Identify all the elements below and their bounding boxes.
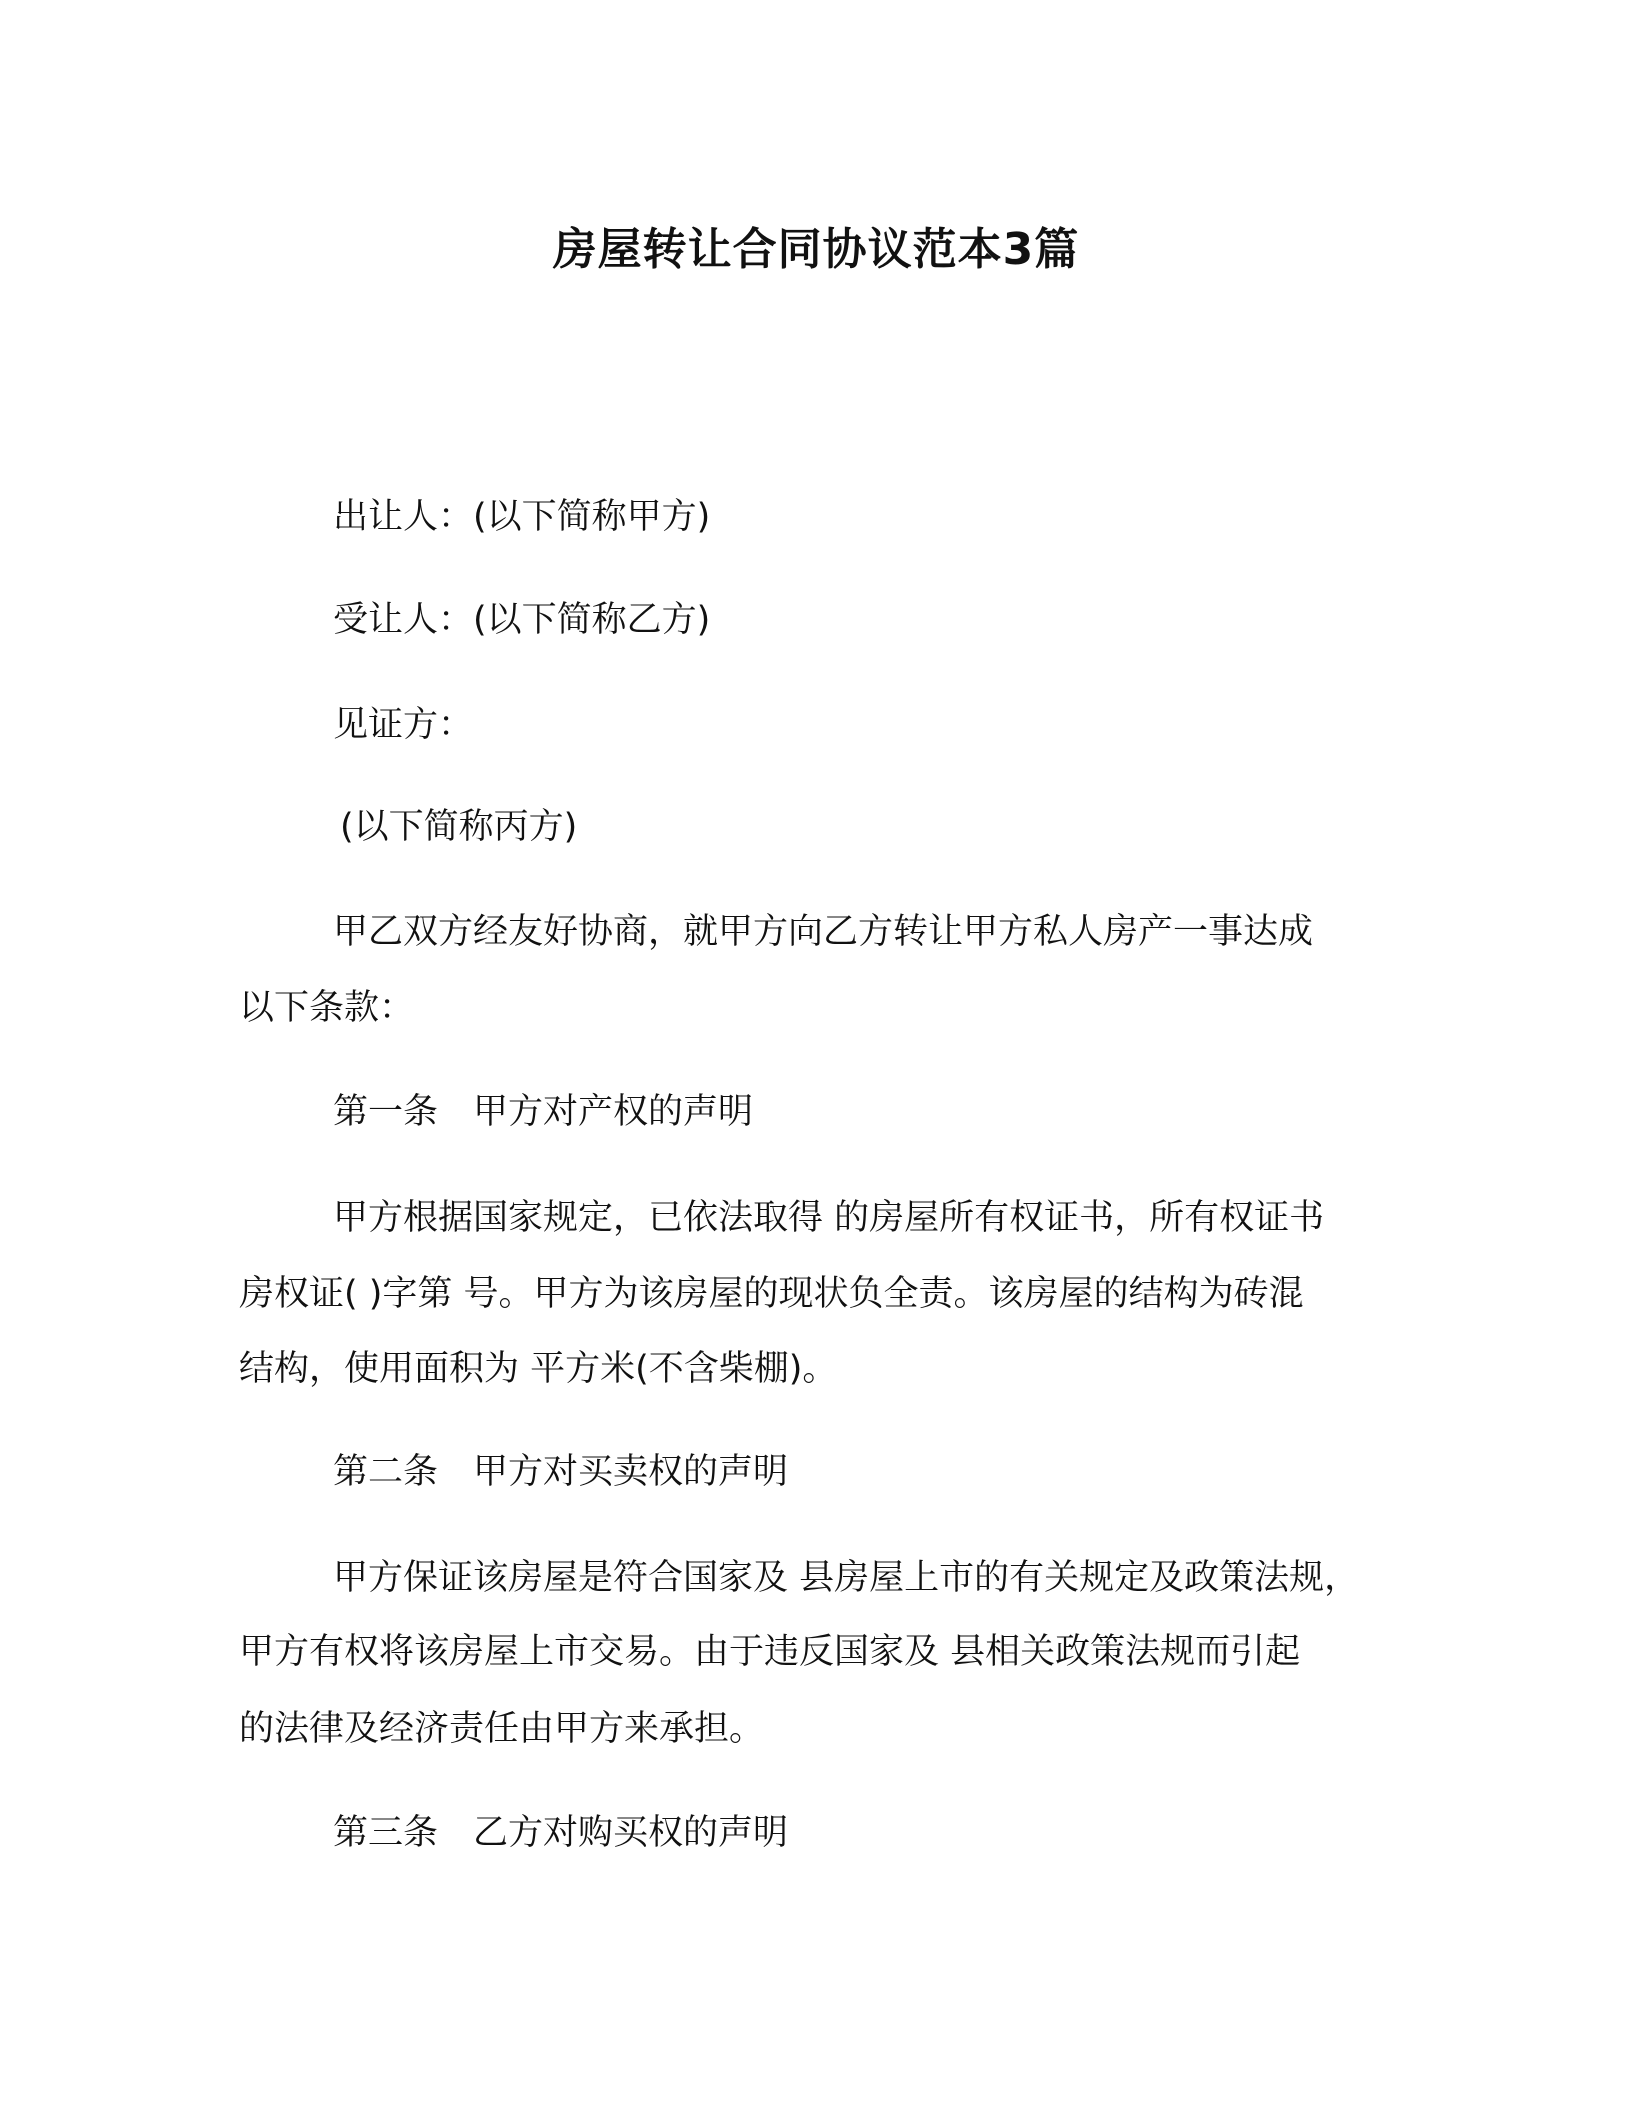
article-3-heading: 第三条 乙方对购买权的声明 — [333, 1813, 789, 1853]
party-seller-line: 出让人：(以下简称甲方) — [333, 497, 711, 537]
party-buyer-line: 受让人：(以下简称乙方) — [333, 600, 711, 640]
article-2-line-1: 甲方保证该房屋是符合国家及 县房屋上市的有关规定及政策法规， — [333, 1558, 1360, 1598]
article-2-line-2: 甲方有权将该房屋上市交易。由于违反国家及 县相关政策法规而引起 — [239, 1632, 1301, 1672]
party-witness-note: (以下简称丙方) — [340, 807, 578, 847]
intro-paragraph-line-2: 以下条款： — [239, 988, 415, 1028]
article-1-line-3: 结构，使用面积为 平方米(不含柴棚)。 — [239, 1349, 838, 1389]
intro-paragraph-line-1: 甲乙双方经友好协商，就甲方向乙方转让甲方私人房产一事达成 — [333, 912, 1314, 952]
article-1-line-2: 房权证( )字第 号。甲方为该房屋的现状负全责。该房屋的结构为砖混 — [239, 1274, 1304, 1314]
document-title: 房屋转让合同协议范本3篇 — [552, 224, 1080, 275]
party-witness-line: 见证方： — [333, 705, 474, 745]
article-2-line-3: 的法律及经济责任由甲方来承担。 — [239, 1709, 765, 1749]
article-2-heading: 第二条 甲方对买卖权的声明 — [333, 1452, 789, 1492]
article-1-line-1: 甲方根据国家规定，已依法取得 的房屋所有权证书，所有权证书 — [333, 1198, 1325, 1238]
article-1-heading: 第一条 甲方对产权的声明 — [333, 1092, 754, 1132]
